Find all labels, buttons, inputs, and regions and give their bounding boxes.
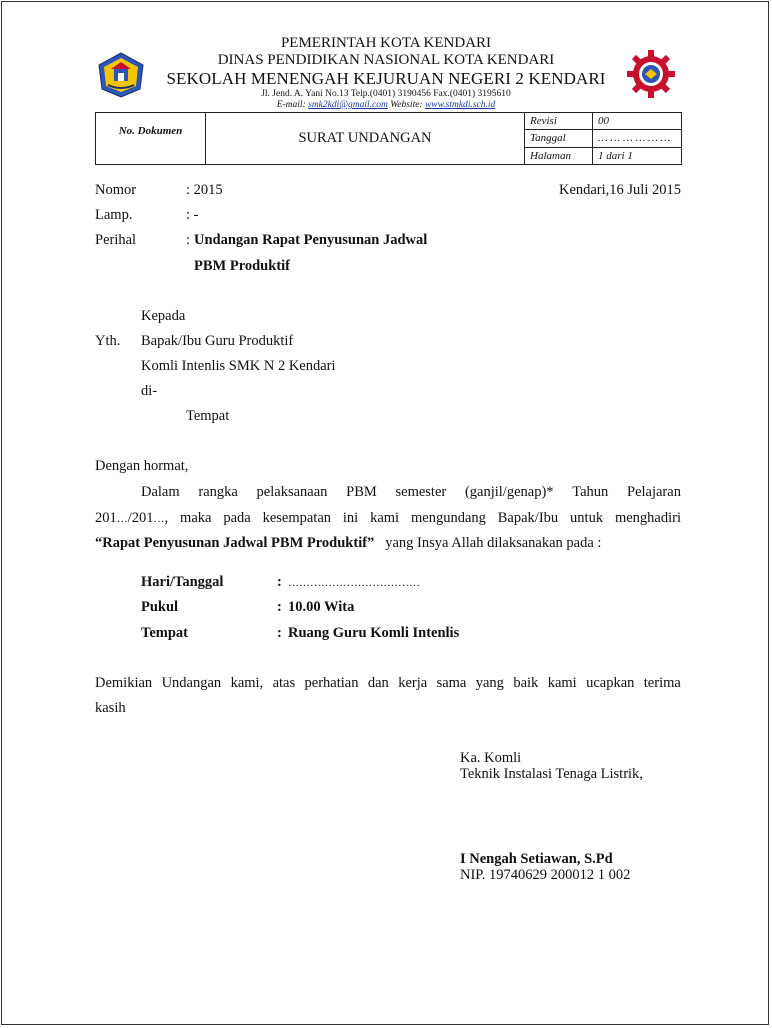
invitation-sentence: , maka pada kesempatan ini kami mengundang Bapak/Ibu untuk menghadiri [164,510,681,526]
lamp-value: : - [186,207,199,223]
perihal-label: Perihal [95,232,137,248]
detail-value-tempat: Ruang Guru Komli Intenlis [288,625,460,641]
p1-word: semester [395,484,447,500]
detail-colon-hari: : [277,574,282,590]
letter-title-cell: SURAT UNDANGAN [206,113,525,165]
event-name: “Rapat Penyusunan Jadwal PBM Produktif” [95,535,375,551]
p1-word: rangka [198,484,238,500]
p1-word: (ganjil/genap)* [464,484,554,500]
nomor-value: : 2015 [186,182,223,198]
lamp-label: Lamp. [95,207,133,223]
website-label: Website: [390,100,423,110]
paragraph-line-1 [141,484,681,501]
year-end: /201 [127,510,154,526]
closing-word: terima [643,675,681,691]
detail-label-tempat: Tempat [141,625,188,641]
closing-word: kami [547,675,577,691]
p1-word: pelaksanaan [256,484,328,500]
header-address: Jl. Jend. A. Yani No.13 Telp.(0401) 3190456 Fax.(0401) 3195610 [261,89,511,99]
email-link[interactable]: smk2kdi@gmail.com [308,100,388,110]
p1-word: PBM [346,484,377,500]
p1-word: Dalam [141,484,180,500]
recipient-line-1: Bapak/Ibu Guru Produktif [141,333,294,349]
closing-word: yang [475,675,504,691]
year-blank-2: … [153,513,165,525]
closing-word: kerja [398,675,428,691]
closing-word: kami, [230,675,264,691]
greeting: Dengan hormat, [95,458,189,474]
revisi-label: Revisi [525,113,593,130]
closing-line-2: kasih [95,700,126,716]
p1-word: Pelajaran [627,484,681,500]
perihal-line-1: Undangan Rapat Penyusunan Jadwal [194,232,428,248]
signer-title-1: Ka. Komli [460,750,522,766]
halaman-label: Halaman [525,147,593,164]
website-link[interactable]: www.stmkdi.sch.id [424,100,496,110]
paragraph-line-2 [95,510,681,527]
header-contact [0,100,772,110]
closing-word: dan [367,675,389,691]
closing-word: baik [513,675,539,691]
closing-word: perhatian [304,675,359,691]
closing-word: sama [436,675,467,691]
recipient-line-2: Komli Intenlis SMK N 2 Kendari [141,358,336,374]
closing-word: Undangan [161,675,222,691]
yth-label: Yth. [95,333,121,349]
recipient-di: di- [141,383,158,399]
header-department: DINAS PENDIDIKAN NASIONAL KOTA KENDARI [217,52,555,68]
email-label: E-mail: [276,100,306,110]
closing-word: ucapkan [586,675,635,691]
year-start: 201 [95,510,117,526]
closing-word: atas [272,675,296,691]
detail-colon-tempat: : [277,625,282,641]
document-info-table [95,112,682,165]
kepada-label: Kepada [141,308,186,324]
tanggal-label: Tanggal [525,130,593,147]
halaman-value: 1 dari 1 [593,147,682,164]
perihal-line-2: PBM Produktif [194,258,290,274]
closing-word: Demikian [95,675,153,691]
year-blank-1: … [116,513,128,525]
perihal-colon: : [186,232,191,248]
paragraph-line-3 [95,535,601,552]
detail-label-hari: Hari/Tanggal [141,574,224,590]
no-dokumen-cell: No. Dokumen [96,113,206,165]
detail-label-pukul: Pukul [141,599,179,615]
header-school-name: SEKOLAH MENENGAH KEJURUAN NEGERI 2 KENDARI [166,69,606,88]
nomor-label: Nomor [95,182,137,198]
tanggal-value: … … … … … … [593,130,682,147]
signer-nip: NIP. 19740629 200012 1 002 [460,867,631,883]
event-intro: yang Insya Allah dilaksanakan pada : [385,535,602,551]
detail-value-pukul: 10.00 Wita [288,599,355,615]
letter-date: Kendari,16 Juli 2015 [558,182,681,198]
signer-title-2: Teknik Instalasi Tenaga Listrik, [460,766,643,782]
revisi-value: 00 [593,113,682,130]
closing-line-1 [95,675,681,692]
signer-name: I Nengah Setiawan, S.Pd [460,851,613,867]
detail-value-hari: ……………………………… [288,577,420,589]
recipient-tempat: Tempat [186,408,230,424]
detail-colon-pukul: : [277,599,282,615]
header-government: PEMERINTAH KOTA KENDARI [280,35,492,51]
p1-word: Tahun [572,484,609,500]
